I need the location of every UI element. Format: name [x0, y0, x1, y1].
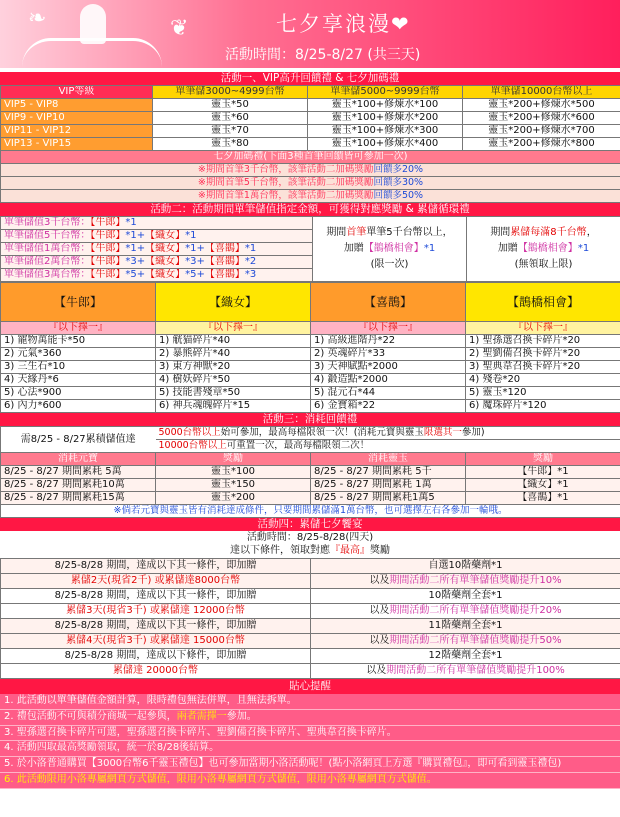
tier-condition: 8/25-8/28 期間，達成以下其一條件，即加贈: [1, 619, 311, 634]
ingot-col-header: 消耗元寶: [1, 453, 156, 466]
reward-qty: *1+: [125, 230, 146, 241]
list-item: 1) 聖孫選召換卡碎片*20: [466, 335, 620, 348]
list-item: 5) 靈玉*120: [466, 387, 620, 400]
reward-cell: 靈玉*150: [156, 479, 311, 492]
table-row: [1, 619, 620, 634]
tier-reward: 10階藥劑全套*1: [311, 589, 620, 604]
consume-note: ※倘若元寶與靈玉皆有消耗達成條件，只要期間累儲滿1萬台幣，也可選擇左右各參加一輪哦。: [1, 505, 620, 518]
event-date: 活動時間：8/25-8/27 (共三天): [225, 47, 421, 63]
jade-col-header: 消耗靈玉: [311, 453, 466, 466]
reward-cell: 靈玉*200+修煉水*800: [463, 138, 620, 151]
bonus-line: [1, 177, 620, 190]
tips-title: 貼心提醒: [0, 679, 620, 694]
rule-highlight: 限選其一: [423, 427, 462, 438]
consume-cell: 8/25 - 8/27 期間累耗 1萬: [311, 479, 466, 492]
bonus-highlight: 回饋多50%: [373, 190, 424, 201]
reward-name: 【喜鵲】: [204, 256, 245, 267]
reward-name: 【織女】: [145, 256, 186, 267]
bonus-text: 期間: [490, 227, 511, 238]
consume-rule-2: [156, 440, 620, 453]
reward-qty: *1: [185, 230, 197, 241]
reward-cell: 靈玉*100+修煉水*200: [308, 112, 463, 125]
vip-level: VIP9 - VIP10: [1, 112, 153, 125]
list-item: 6) 金寶箱*22: [311, 400, 466, 413]
bonus-highlight: 首筆: [346, 227, 367, 238]
card-title-cowherd: 【牛郎】: [1, 283, 156, 322]
section1-title: 活動一、VIP高升回饋禮 & 七夕加碼禮: [0, 72, 620, 85]
bonus-reward: 【鵲橋相會】: [517, 243, 578, 254]
bonus-text: 加贈: [343, 243, 364, 254]
table-row: [1, 492, 620, 505]
reward-cell: 靈玉*100+修煉水*300: [308, 125, 463, 138]
vip-table: [0, 85, 620, 203]
bonus-text: 單筆5千台幣以上，: [366, 227, 453, 238]
reward-name: 【喜鵲】: [204, 243, 245, 254]
table-row: [1, 664, 620, 679]
tier-detail: 累儲3天(現省3千) 或累儲達 12000台幣: [1, 604, 311, 619]
table-row: [1, 99, 620, 112]
list-item: 5) 心法*900: [1, 387, 156, 400]
tip-item: [0, 710, 620, 726]
magpie-icon: ❧: [28, 6, 47, 31]
list-item: 2) 聖劉備召換卡碎片*20: [466, 348, 620, 361]
tip-text: 2. 禮包活動不可與積分商城一起參與，: [4, 710, 177, 722]
list-item: 4) 殘卷*20: [466, 374, 620, 387]
tier-condition: 8/25-8/28 期間，達成以下其一條件，即加贈: [1, 559, 311, 574]
tier-amount: 單筆儲值3萬台幣：: [4, 269, 91, 280]
reward-name: 【牛郎】: [90, 256, 126, 267]
bonus-reward: 【鵲橋相會】: [363, 243, 424, 254]
tier-amount: 單筆儲值3千台幣：: [4, 217, 91, 228]
reward-cell: 【喜鵲】*1: [466, 492, 620, 505]
reward-name: 【牛郎】: [90, 217, 126, 228]
card-title-bridge: 【鵲橋相會】: [466, 283, 620, 322]
reward-col-header: 獎勵: [156, 453, 311, 466]
list-item: 6) 神兵魂魄碎片*15: [156, 400, 311, 413]
choose-one-label: 『以下擇一』: [1, 322, 156, 335]
tier-extra: [311, 604, 620, 619]
card-title-magpie: 【喜鵲】: [311, 283, 466, 322]
tip-item: 6. 此活動限用小洛專屬網頁方式儲值，限用小洛專屬網頁方式儲值，限用小洛專屬網頁方式儲值。: [0, 773, 620, 789]
reward-cell: 靈玉*60: [153, 112, 308, 125]
reward-name: 【喜鵲】: [204, 269, 245, 280]
extra-highlight: 期間活動二所有單筆儲值獎勵提升100%: [386, 665, 565, 676]
tier-amount: 單筆儲值5千台幣：: [4, 230, 91, 241]
cumulative-table: [0, 558, 620, 679]
reward-qty: *3: [244, 269, 257, 280]
reward-qty: *5+: [125, 269, 146, 280]
table-row: [1, 138, 620, 151]
tier-line: [1, 269, 313, 282]
consume-cell: 8/25 - 8/27 期間累耗 5千: [311, 466, 466, 479]
rule-text: 可重置一次，最高每檔限領二次！: [226, 440, 370, 451]
tip-item: 4. 活動四取最高獎勵領取，統一於8/28後結算。: [0, 741, 620, 757]
reward-qty: *5+: [185, 269, 205, 280]
tip-item: 5. 於小洛普通購買【3000台幣6千靈玉禮包】也可參加當期小洛活動呢！(點小洛網頁上方選『購買禮包』，即可看到靈玉禮包): [0, 757, 620, 773]
table-row: [1, 335, 620, 348]
list-item: 4) 鍛造點*2000: [311, 374, 466, 387]
extra-text: 以及: [366, 665, 387, 676]
reward-cell: 靈玉*200+修煉水*600: [463, 112, 620, 125]
bonus-text: 期間: [326, 227, 347, 238]
reward-name: 【織女】: [145, 243, 186, 254]
list-item: 3) 東方神獸*20: [156, 361, 311, 374]
choose-one-label: 『以下擇一』: [156, 322, 311, 335]
list-item: 3) 天神賦點*2000: [311, 361, 466, 374]
extra-highlight: 期間活動二所有單筆儲值獎勵提升20%: [389, 605, 562, 616]
extra-highlight: 期間活動二所有單筆儲值獎勵提升50%: [389, 635, 562, 646]
reward-qty: *3+: [185, 256, 205, 267]
extra-text: 以及: [369, 635, 390, 646]
page-title: 七夕享浪漫❤: [276, 12, 411, 36]
first-deposit-bonus: [313, 217, 467, 282]
list-item: 2) 元氣*360: [1, 348, 156, 361]
bonus-text: 加贈: [497, 243, 518, 254]
reward-cell: 靈玉*200+修煉水*700: [463, 125, 620, 138]
reward-qty: *1: [125, 217, 137, 228]
reward-qty: *1+: [125, 243, 146, 254]
extra-highlight: 期間活動二所有單筆儲值獎勵提升10%: [389, 575, 562, 586]
tier2-col-header: 單筆儲5000~9999台幣: [308, 86, 463, 99]
threshold: 10000台幣以上: [158, 440, 227, 451]
consume-cell: 8/25 - 8/27 期間累耗10萬: [1, 479, 156, 492]
reward-qty: *1+: [185, 243, 205, 254]
reward-cell: 靈玉*100+修煉水*100: [308, 99, 463, 112]
tier-line: [1, 230, 313, 243]
tier-extra: [311, 664, 620, 679]
condition-text: 獎勵: [370, 545, 390, 556]
tier-condition: 8/25-8/28 期間，達成以下條件，即加贈: [1, 649, 311, 664]
choose-one-label: 『以下擇一』: [311, 322, 466, 335]
table-row: [1, 466, 620, 479]
consume-table: [0, 426, 620, 518]
reward-qty: *1: [244, 243, 257, 254]
bonus-limit: (無領取上限): [514, 259, 573, 270]
threshold: 5000台幣以上: [158, 427, 221, 438]
lovers-figure-graphic: [80, 4, 106, 44]
tip-highlight: 兩者需擇一: [176, 710, 227, 722]
list-item: 5) 混元石*44: [311, 387, 466, 400]
tier-line: [1, 243, 313, 256]
vip-level: VIP5 - VIP8: [1, 99, 153, 112]
header-banner: [0, 0, 620, 68]
tier-extra: [311, 634, 620, 649]
single-deposit-table: [0, 216, 620, 282]
table-row: [1, 589, 620, 604]
magpie-icon: ❦: [170, 16, 189, 41]
bonus-limit: (限一次): [370, 259, 409, 270]
condition-highlight: 『最高』: [330, 545, 370, 556]
table-row: [1, 361, 620, 374]
table-row: [1, 634, 620, 649]
vip-col-header: VIP等級: [1, 86, 153, 99]
table-row: [1, 374, 620, 387]
table-row: [1, 604, 620, 619]
s4-condition: [0, 544, 620, 558]
tier-reward: 12階藥劑全套*1: [311, 649, 620, 664]
bonus-highlight: 回饋多30%: [373, 177, 424, 188]
list-item: 3) 聖典韋召換卡碎片*20: [466, 361, 620, 374]
tip-item: 1. 此活動以單筆儲值金額計算，限時禮包無法併單，且無法拆單。: [0, 694, 620, 710]
tier-condition: 8/25-8/28 期間，達成以下其一條件，即加贈: [1, 589, 311, 604]
reward-qty: *2: [244, 256, 257, 267]
list-item: 6) 魔珠碎片*120: [466, 400, 620, 413]
table-row: [1, 479, 620, 492]
list-item: 4) 天緣丹*6: [1, 374, 156, 387]
bonus-line: [1, 190, 620, 203]
tip-item: 3. 聖孫選召換卡碎片可選，聖孫選召換卡碎片、聖劉備召換卡碎片、聖典韋召換卡碎片。: [0, 726, 620, 742]
extra-text: 以及: [369, 605, 390, 616]
bonus-text: ※期間首筆1萬台幣，該筆活動二加碼獎勵: [197, 190, 374, 201]
reward-name: 【牛郎】: [90, 243, 126, 254]
s4-time: 活動時間：8/25-8/28(四天): [246, 532, 374, 543]
bonus-qty: *1: [423, 243, 436, 254]
section3-title: 活動三：消耗回饋禮: [0, 413, 620, 426]
table-row: [1, 649, 620, 664]
tier1-col-header: 單筆儲3000~4999台幣: [153, 86, 308, 99]
list-item: 1) 寵物萬能卡*50: [1, 335, 156, 348]
reward-cell: 靈玉*200: [156, 492, 311, 505]
reward-cell: 靈玉*80: [153, 138, 308, 151]
section2-title: 活動二：活動期間單筆儲值指定金額，可獲得對應獎勵 & 累儲循環禮: [0, 203, 620, 216]
table-row: [1, 574, 620, 589]
list-item: 2) 英魂碎片*33: [311, 348, 466, 361]
tier-reward: 11階藥劑全套*1: [311, 619, 620, 634]
tier-line: [1, 217, 313, 230]
vip-level: VIP13 - VIP15: [1, 138, 153, 151]
reward-cell: 靈玉*100+修煉水*400: [308, 138, 463, 151]
bonus-title: 七夕加碼禮(下面3種首筆回饋皆可參加一次): [1, 151, 620, 164]
tier-amount: 單筆儲值2萬台幣：: [4, 256, 91, 267]
table-row: [1, 400, 620, 413]
reward-qty: *3+: [125, 256, 146, 267]
reward-name: 【牛郎】: [90, 269, 126, 280]
consume-rule-1: [156, 427, 620, 440]
list-item: 2) 暴熊碎片*40: [156, 348, 311, 361]
consume-cell: 8/25 - 8/27 期間累耗15萬: [1, 492, 156, 505]
reward-cell: 靈玉*200+修煉水*500: [463, 99, 620, 112]
rule-text: 參加): [461, 427, 485, 438]
tier-reward: 自選10階藥劑*1: [311, 559, 620, 574]
bonus-highlight: 回饋多20%: [373, 164, 424, 175]
reward-cell: 【牛郎】*1: [466, 466, 620, 479]
consume-requirement: 需8/25 - 8/27累積儲值達: [1, 427, 156, 453]
reward-cell: 靈玉*100: [156, 466, 311, 479]
rule-text: 始可參加，最高每檔限領一次！(消耗元寶與靈玉: [220, 427, 424, 438]
bonus-text: ※期間首筆5千台幣，該筆活動二加碼獎勵: [197, 177, 374, 188]
vip-level: VIP11 - VIP12: [1, 125, 153, 138]
consume-cell: 8/25 - 8/27 期間累耗1萬5: [311, 492, 466, 505]
tier3-col-header: 單筆儲10000台幣以上: [463, 86, 620, 99]
reward-name: 【牛郎】: [90, 230, 126, 241]
bonus-qty: *1: [577, 243, 590, 254]
reward-cell: 靈玉*50: [153, 99, 308, 112]
tier-extra: [311, 574, 620, 589]
bonus-text: ，: [586, 227, 597, 238]
list-item: 6) 內力*600: [1, 400, 156, 413]
table-row: [1, 348, 620, 361]
reward-col-header: 獎勵: [466, 453, 620, 466]
table-row: [1, 125, 620, 138]
tip-text: 參加。: [226, 710, 257, 722]
reward-cards: [0, 282, 620, 413]
tier-amount: 單筆儲值1萬台幣：: [4, 243, 91, 254]
bonus-line: [1, 164, 620, 177]
reward-cell: 靈玉*70: [153, 125, 308, 138]
table-row: [1, 559, 620, 574]
extra-text: 以及: [369, 575, 390, 586]
choose-one-label: 『以下擇一』: [466, 322, 620, 335]
list-item: 5) 技能書殘章*50: [156, 387, 311, 400]
condition-text: 達以下條件，領取對應: [230, 545, 330, 556]
bonus-text: ※期間首筆3千台幣，該筆活動二加碼獎勵: [197, 164, 374, 175]
table-row: [1, 112, 620, 125]
bonus-highlight: 累儲每滿8千台幣: [510, 227, 587, 238]
list-item: 4) 樹妖碎片*50: [156, 374, 311, 387]
consume-cell: 8/25 - 8/27 期間累耗 5萬: [1, 466, 156, 479]
section4-title: 活動四：累儲七夕饗宴: [0, 518, 620, 531]
card-title-weaver: 【織女】: [156, 283, 311, 322]
list-item: 1) 高級進階丹*22: [311, 335, 466, 348]
cumulative-bonus: [467, 217, 620, 282]
reward-name: 【織女】: [145, 269, 186, 280]
table-row: [1, 387, 620, 400]
reward-cell: 【織女】*1: [466, 479, 620, 492]
tier-detail: 累儲達 20000台幣: [1, 664, 311, 679]
tips-list: [0, 694, 620, 789]
tier-line: [1, 256, 313, 269]
reward-name: 【織女】: [145, 230, 186, 241]
tier-detail: 累儲2天(現省2千) 或累儲達8000台幣: [1, 574, 311, 589]
list-item: 1) 觥猫碎片*40: [156, 335, 311, 348]
tier-detail: 累儲4天(現省3千) 或累儲達 15000台幣: [1, 634, 311, 649]
list-item: 3) 三生石*10: [1, 361, 156, 374]
